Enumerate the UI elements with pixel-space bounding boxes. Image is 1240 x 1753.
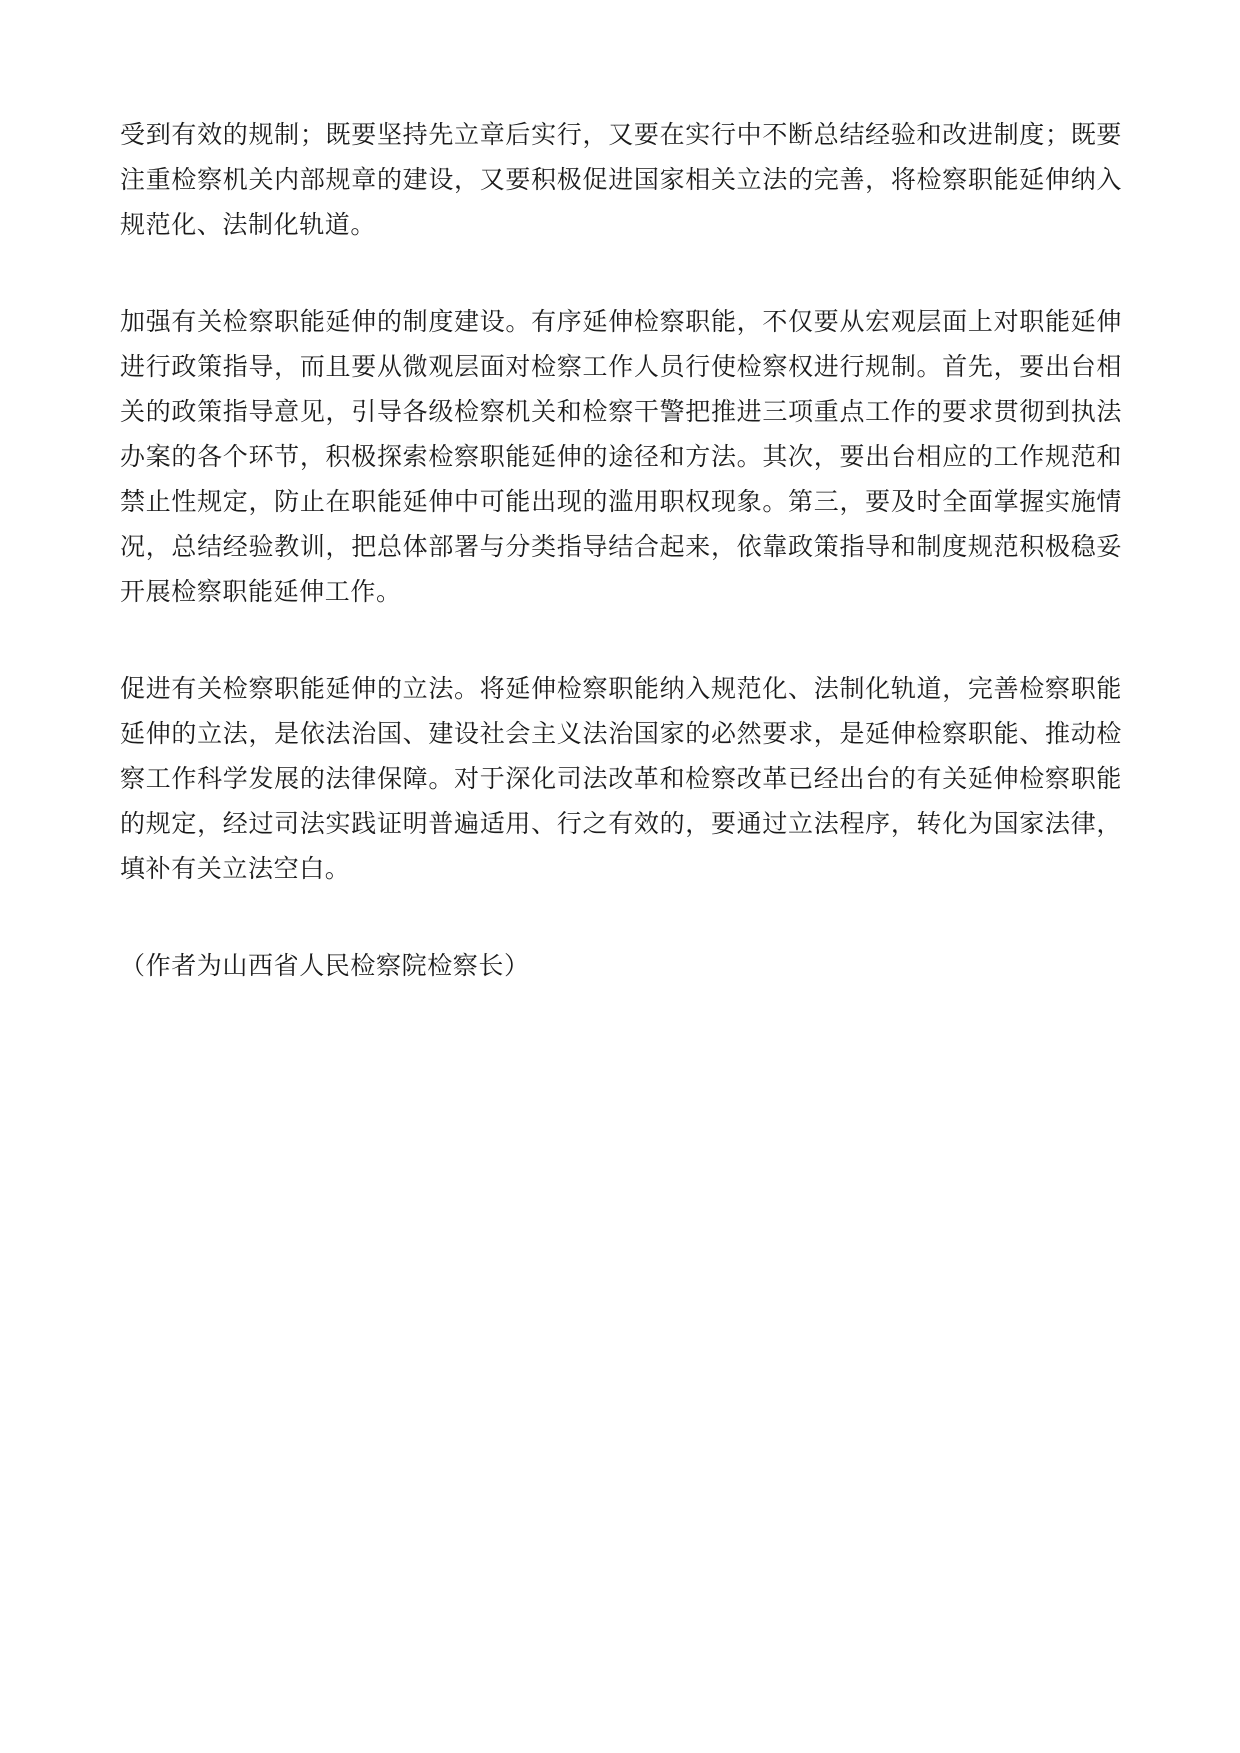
document-page xyxy=(120,112,1122,988)
body-paragraph-1: 受到有效的规制；既要坚持先立章后实行，又要在实行中不断总结经验和改进制度；既要注重检察机关内部规章的建设，又要积极促进国家相关立法的完善，将检察职能延伸纳入规范化、法制化轨道。 xyxy=(120,120,1122,239)
author-byline: （作者为山西省人民检察院检察长） xyxy=(120,951,530,980)
body-paragraph-2: 加强有关检察职能延伸的制度建设。有序延伸检察职能，不仅要从宏观层面上对职能延伸进行政策指导，而且要从微观层面对检察工作人员行使检察权进行规制。首先，要出台相关的政策指导意见，引导各级检察机关和检察干警把推进三项重点工作的要求贯彻到执法办案的各个环节，积极探索检察职能延伸的途径和方法。其次，要出台相应的工作规范和禁止性规定，防止在职能延伸中可能出现的滥用职权现象。第三，要及时全面掌握实施情况，总结经验教训，把总体部署与分类指导结合起来，依靠政策指导和制度规范积极稳妥开展检察职能延伸工作。 xyxy=(120,307,1122,606)
body-paragraph-3: 促进有关检察职能延伸的立法。将延伸检察职能纳入规范化、法制化轨道，完善检察职能延伸的立法，是依法治国、建设社会主义法治国家的必然要求，是延伸检察职能、推动检察工作科学发展的法律保障。对于深化司法改革和检察改革已经出台的有关延伸检察职能的规定，经过司法实践证明普遍适用、行之有效的，要通过立法程序，转化为国家法律，填补有关立法空白。 xyxy=(120,674,1122,883)
